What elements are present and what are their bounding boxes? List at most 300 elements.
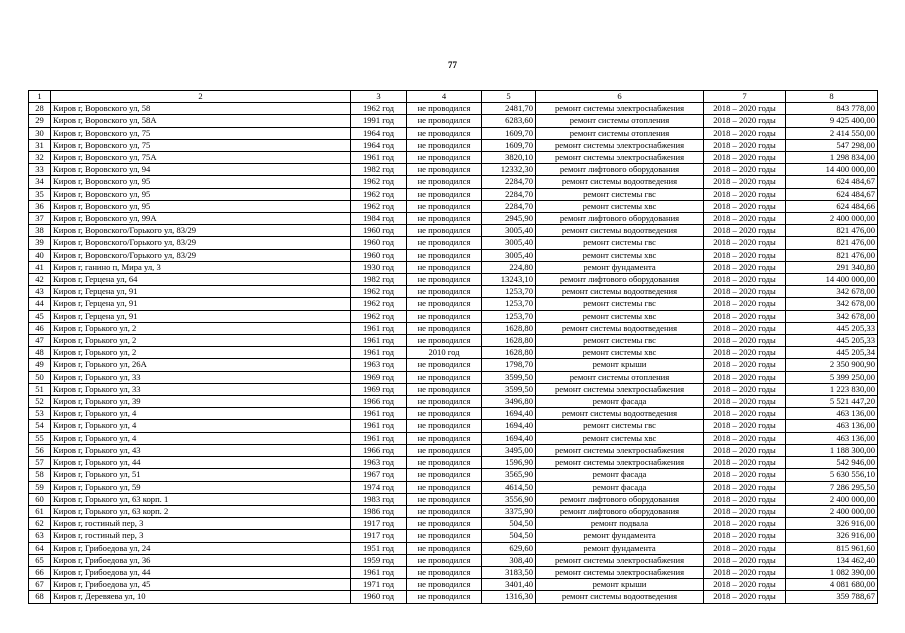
- area-cell: 1609,70: [482, 139, 536, 151]
- area-cell: 629,60: [482, 542, 536, 554]
- build-year-cell: 1982 год: [351, 164, 407, 176]
- work-type-cell: ремонт системы водоотведения: [536, 591, 704, 603]
- build-year-cell: 1930 год: [351, 261, 407, 273]
- cost-cell: 624 484,67: [786, 176, 878, 188]
- area-cell: 1694,40: [482, 432, 536, 444]
- address-cell: Киров г, Горького ул, 63 корп. 1: [51, 493, 351, 505]
- work-type-cell: ремонт системы гвс: [536, 335, 704, 347]
- cost-cell: 326 916,00: [786, 518, 878, 530]
- area-cell: 1694,40: [482, 420, 536, 432]
- table-row: [29, 396, 878, 408]
- row-number: 47: [29, 335, 51, 347]
- cost-cell: 1 223 830,00: [786, 383, 878, 395]
- cost-cell: 463 136,00: [786, 432, 878, 444]
- period-cell: 2018 – 2020 годы: [704, 322, 786, 334]
- last-repair-cell: не проводился: [407, 408, 482, 420]
- cost-cell: 445 205,34: [786, 347, 878, 359]
- address-cell: Киров г, Горького ул, 59: [51, 481, 351, 493]
- table-row: [29, 261, 878, 273]
- work-type-cell: ремонт системы электроснабжения: [536, 152, 704, 164]
- cost-cell: 342 678,00: [786, 298, 878, 310]
- period-cell: 2018 – 2020 годы: [704, 518, 786, 530]
- table-row: [29, 103, 878, 115]
- area-cell: 3401,40: [482, 579, 536, 591]
- address-cell: Киров г, Горького ул, 33: [51, 371, 351, 383]
- last-repair-cell: не проводился: [407, 518, 482, 530]
- table-row: [29, 127, 878, 139]
- row-number: 38: [29, 225, 51, 237]
- work-type-cell: ремонт системы хвс: [536, 249, 704, 261]
- last-repair-cell: не проводился: [407, 469, 482, 481]
- last-repair-cell: не проводился: [407, 237, 482, 249]
- build-year-cell: 1961 год: [351, 420, 407, 432]
- row-number: 51: [29, 383, 51, 395]
- row-number: 48: [29, 347, 51, 359]
- row-number: 41: [29, 261, 51, 273]
- work-type-cell: ремонт системы водоотведения: [536, 286, 704, 298]
- area-cell: 3005,40: [482, 225, 536, 237]
- cost-cell: 463 136,00: [786, 420, 878, 432]
- row-number: 64: [29, 542, 51, 554]
- row-number: 63: [29, 530, 51, 542]
- table-row: [29, 554, 878, 566]
- address-cell: Киров г, Воровского ул, 75А: [51, 152, 351, 164]
- area-cell: 1628,80: [482, 347, 536, 359]
- build-year-cell: 1961 год: [351, 432, 407, 444]
- address-cell: Киров г, Деревяева ул, 10: [51, 591, 351, 603]
- table-row: [29, 481, 878, 493]
- area-cell: 2945,90: [482, 213, 536, 225]
- address-cell: Киров г, Горького ул, 2: [51, 322, 351, 334]
- period-cell: 2018 – 2020 годы: [704, 103, 786, 115]
- period-cell: 2018 – 2020 годы: [704, 310, 786, 322]
- row-number: 66: [29, 566, 51, 578]
- row-number: 68: [29, 591, 51, 603]
- area-cell: 12332,30: [482, 164, 536, 176]
- cost-cell: 5 630 556,10: [786, 469, 878, 481]
- row-number: 44: [29, 298, 51, 310]
- row-number: 61: [29, 505, 51, 517]
- area-cell: 3375,90: [482, 505, 536, 517]
- area-cell: 4614,50: [482, 481, 536, 493]
- cost-cell: 463 136,00: [786, 408, 878, 420]
- period-cell: 2018 – 2020 годы: [704, 530, 786, 542]
- address-cell: Киров г, Воровского/Горького ул, 83/29: [51, 225, 351, 237]
- period-cell: 2018 – 2020 годы: [704, 396, 786, 408]
- work-type-cell: ремонт фасада: [536, 481, 704, 493]
- cost-cell: 542 946,00: [786, 457, 878, 469]
- cost-cell: 5 399 250,00: [786, 371, 878, 383]
- period-cell: 2018 – 2020 годы: [704, 188, 786, 200]
- last-repair-cell: не проводился: [407, 213, 482, 225]
- period-cell: 2018 – 2020 годы: [704, 457, 786, 469]
- build-year-cell: 1961 год: [351, 335, 407, 347]
- address-cell: Киров г, Горького ул, 4: [51, 432, 351, 444]
- period-cell: 2018 – 2020 годы: [704, 213, 786, 225]
- row-number: 56: [29, 444, 51, 456]
- area-cell: 2481,70: [482, 103, 536, 115]
- build-year-cell: 1962 год: [351, 310, 407, 322]
- build-year-cell: 1963 год: [351, 457, 407, 469]
- cost-cell: 624 484,66: [786, 200, 878, 212]
- address-cell: Киров г, гостиный пер, 3: [51, 530, 351, 542]
- period-cell: 2018 – 2020 годы: [704, 152, 786, 164]
- table-row: [29, 505, 878, 517]
- area-cell: 1628,80: [482, 322, 536, 334]
- row-number: 46: [29, 322, 51, 334]
- cost-cell: 821 476,00: [786, 249, 878, 261]
- cost-cell: 14 400 000,00: [786, 164, 878, 176]
- cost-cell: 7 286 295,50: [786, 481, 878, 493]
- build-year-cell: 1962 год: [351, 176, 407, 188]
- work-type-cell: ремонт системы электроснабжения: [536, 566, 704, 578]
- period-cell: 2018 – 2020 годы: [704, 115, 786, 127]
- period-cell: 2018 – 2020 годы: [704, 139, 786, 151]
- address-cell: Киров г, Воровского/Горького ул, 83/29: [51, 237, 351, 249]
- row-number: 45: [29, 310, 51, 322]
- page-number: 77: [448, 60, 457, 70]
- period-cell: 2018 – 2020 годы: [704, 286, 786, 298]
- row-number: 57: [29, 457, 51, 469]
- table-row: [29, 237, 878, 249]
- build-year-cell: 1917 год: [351, 518, 407, 530]
- build-year-cell: 1961 год: [351, 566, 407, 578]
- last-repair-cell: не проводился: [407, 493, 482, 505]
- table-row: [29, 152, 878, 164]
- cost-cell: 4 081 680,00: [786, 579, 878, 591]
- table-row: [29, 322, 878, 334]
- area-cell: 3565,90: [482, 469, 536, 481]
- build-year-cell: 1962 год: [351, 298, 407, 310]
- row-number: 37: [29, 213, 51, 225]
- area-cell: 3599,50: [482, 383, 536, 395]
- row-number: 32: [29, 152, 51, 164]
- table-row: [29, 225, 878, 237]
- table-row: [29, 518, 878, 530]
- last-repair-cell: не проводился: [407, 359, 482, 371]
- cost-cell: 2 400 000,00: [786, 493, 878, 505]
- cost-cell: 2 400 000,00: [786, 505, 878, 517]
- area-cell: 3495,00: [482, 444, 536, 456]
- address-cell: Киров г, Грибоедова ул, 45: [51, 579, 351, 591]
- table-row: [29, 310, 878, 322]
- address-cell: Киров г, Воровского/Горького ул, 83/29: [51, 249, 351, 261]
- row-number: 58: [29, 469, 51, 481]
- period-cell: 2018 – 2020 годы: [704, 200, 786, 212]
- work-type-cell: ремонт системы электроснабжения: [536, 457, 704, 469]
- cost-cell: 624 484,67: [786, 188, 878, 200]
- last-repair-cell: не проводился: [407, 444, 482, 456]
- work-type-cell: ремонт системы отопления: [536, 127, 704, 139]
- last-repair-cell: не проводился: [407, 481, 482, 493]
- address-cell: Киров г, Горького ул, 2: [51, 335, 351, 347]
- work-type-cell: ремонт системы водоотведения: [536, 408, 704, 420]
- row-number: 43: [29, 286, 51, 298]
- period-cell: 2018 – 2020 годы: [704, 566, 786, 578]
- last-repair-cell: не проводился: [407, 152, 482, 164]
- build-year-cell: 1983 год: [351, 493, 407, 505]
- build-year-cell: 1962 год: [351, 103, 407, 115]
- work-type-cell: ремонт фасада: [536, 469, 704, 481]
- period-cell: 2018 – 2020 годы: [704, 481, 786, 493]
- period-cell: 2018 – 2020 годы: [704, 444, 786, 456]
- build-year-cell: 1951 год: [351, 542, 407, 554]
- table-row: [29, 115, 878, 127]
- area-cell: 3005,40: [482, 237, 536, 249]
- area-cell: 308,40: [482, 554, 536, 566]
- cost-cell: 821 476,00: [786, 237, 878, 249]
- table-row: [29, 591, 878, 603]
- column-header-8: 8: [786, 91, 878, 103]
- address-cell: Киров г, Грибоедова ул, 36: [51, 554, 351, 566]
- row-number: 59: [29, 481, 51, 493]
- cost-cell: 1 188 300,00: [786, 444, 878, 456]
- build-year-cell: 1962 год: [351, 286, 407, 298]
- work-type-cell: ремонт системы электроснабжения: [536, 554, 704, 566]
- build-year-cell: 1961 год: [351, 152, 407, 164]
- work-type-cell: ремонт системы гвс: [536, 237, 704, 249]
- last-repair-cell: не проводился: [407, 383, 482, 395]
- area-cell: 13243,10: [482, 274, 536, 286]
- build-year-cell: 1969 год: [351, 371, 407, 383]
- last-repair-cell: не проводился: [407, 322, 482, 334]
- area-cell: 1694,40: [482, 408, 536, 420]
- build-year-cell: 1966 год: [351, 444, 407, 456]
- address-cell: Киров г, гостиный пер, 3: [51, 518, 351, 530]
- last-repair-cell: не проводился: [407, 139, 482, 151]
- address-cell: Киров г, Герцена ул, 64: [51, 274, 351, 286]
- period-cell: 2018 – 2020 годы: [704, 261, 786, 273]
- area-cell: 504,50: [482, 518, 536, 530]
- area-cell: 1253,70: [482, 298, 536, 310]
- last-repair-cell: не проводился: [407, 176, 482, 188]
- address-cell: Киров г, Воровского ул, 95: [51, 188, 351, 200]
- build-year-cell: 1971 год: [351, 579, 407, 591]
- table-row: [29, 579, 878, 591]
- period-cell: 2018 – 2020 годы: [704, 249, 786, 261]
- cost-cell: 815 961,60: [786, 542, 878, 554]
- cost-cell: 2 350 900,90: [786, 359, 878, 371]
- work-type-cell: ремонт лифтового оборудования: [536, 505, 704, 517]
- column-header-5: 5: [482, 91, 536, 103]
- last-repair-cell: не проводился: [407, 591, 482, 603]
- column-header-1: 1: [29, 91, 51, 103]
- row-number: 29: [29, 115, 51, 127]
- build-year-cell: 1960 год: [351, 225, 407, 237]
- address-cell: Киров г, Горького ул, 33: [51, 383, 351, 395]
- work-type-cell: ремонт системы хвс: [536, 432, 704, 444]
- table-row: [29, 493, 878, 505]
- build-year-cell: 1961 год: [351, 408, 407, 420]
- area-cell: 504,50: [482, 530, 536, 542]
- cost-cell: 342 678,00: [786, 286, 878, 298]
- table-row: [29, 213, 878, 225]
- cost-cell: 342 678,00: [786, 310, 878, 322]
- row-number: 55: [29, 432, 51, 444]
- area-cell: 3183,50: [482, 566, 536, 578]
- last-repair-cell: не проводился: [407, 505, 482, 517]
- row-number: 31: [29, 139, 51, 151]
- cost-cell: 445 205,33: [786, 322, 878, 334]
- address-cell: Киров г, Горького ул, 2: [51, 347, 351, 359]
- address-cell: Киров г, Воровского ул, 95: [51, 176, 351, 188]
- area-cell: 1596,90: [482, 457, 536, 469]
- last-repair-cell: не проводился: [407, 115, 482, 127]
- cost-cell: 5 521 447,20: [786, 396, 878, 408]
- work-type-cell: ремонт фундамента: [536, 530, 704, 542]
- table-row: [29, 188, 878, 200]
- last-repair-cell: не проводился: [407, 286, 482, 298]
- table-body: [29, 103, 878, 603]
- address-cell: Киров г, ганино п, Мира ул, 3: [51, 261, 351, 273]
- row-number: 60: [29, 493, 51, 505]
- work-type-cell: ремонт системы водоотведения: [536, 225, 704, 237]
- work-type-cell: ремонт лифтового оборудования: [536, 274, 704, 286]
- address-cell: Киров г, Горького ул, 39: [51, 396, 351, 408]
- row-number: 30: [29, 127, 51, 139]
- period-cell: 2018 – 2020 годы: [704, 469, 786, 481]
- table-row: [29, 164, 878, 176]
- last-repair-cell: не проводился: [407, 188, 482, 200]
- period-cell: 2018 – 2020 годы: [704, 408, 786, 420]
- work-type-cell: ремонт системы хвс: [536, 200, 704, 212]
- cost-cell: 291 340,80: [786, 261, 878, 273]
- table-row: [29, 274, 878, 286]
- last-repair-cell: не проводился: [407, 432, 482, 444]
- build-year-cell: 1961 год: [351, 322, 407, 334]
- last-repair-cell: не проводился: [407, 396, 482, 408]
- build-year-cell: 1959 год: [351, 554, 407, 566]
- table-row: [29, 249, 878, 261]
- last-repair-cell: 2010 год: [407, 347, 482, 359]
- row-number: 34: [29, 176, 51, 188]
- area-cell: 6283,60: [482, 115, 536, 127]
- last-repair-cell: не проводился: [407, 542, 482, 554]
- period-cell: 2018 – 2020 годы: [704, 542, 786, 554]
- last-repair-cell: не проводился: [407, 420, 482, 432]
- table-row: [29, 383, 878, 395]
- address-cell: Киров г, Горького ул, 63 корп. 2: [51, 505, 351, 517]
- period-cell: 2018 – 2020 годы: [704, 505, 786, 517]
- row-number: 40: [29, 249, 51, 261]
- row-number: 28: [29, 103, 51, 115]
- build-year-cell: 1974 год: [351, 481, 407, 493]
- row-number: 49: [29, 359, 51, 371]
- work-type-cell: ремонт системы отопления: [536, 115, 704, 127]
- row-number: 33: [29, 164, 51, 176]
- column-header-7: 7: [704, 91, 786, 103]
- period-cell: 2018 – 2020 годы: [704, 225, 786, 237]
- build-year-cell: 1991 год: [351, 115, 407, 127]
- address-cell: Киров г, Горького ул, 43: [51, 444, 351, 456]
- build-year-cell: 1984 год: [351, 213, 407, 225]
- area-cell: 1609,70: [482, 127, 536, 139]
- period-cell: 2018 – 2020 годы: [704, 383, 786, 395]
- build-year-cell: 1960 год: [351, 591, 407, 603]
- last-repair-cell: не проводился: [407, 274, 482, 286]
- period-cell: 2018 – 2020 годы: [704, 554, 786, 566]
- address-cell: Киров г, Горького ул, 4: [51, 420, 351, 432]
- address-cell: Киров г, Воровского ул, 75: [51, 139, 351, 151]
- last-repair-cell: не проводился: [407, 566, 482, 578]
- table-row: [29, 566, 878, 578]
- work-type-cell: ремонт системы гвс: [536, 298, 704, 310]
- address-cell: Киров г, Грибоедова ул, 44: [51, 566, 351, 578]
- period-cell: 2018 – 2020 годы: [704, 298, 786, 310]
- work-type-cell: ремонт системы водоотведения: [536, 322, 704, 334]
- table-row: [29, 432, 878, 444]
- column-header-3: 3: [351, 91, 407, 103]
- work-type-cell: ремонт системы электроснабжения: [536, 103, 704, 115]
- area-cell: 2284,70: [482, 176, 536, 188]
- cost-cell: 2 414 550,00: [786, 127, 878, 139]
- repair-register-table: [28, 90, 878, 604]
- cost-cell: 2 400 000,00: [786, 213, 878, 225]
- build-year-cell: 1962 год: [351, 200, 407, 212]
- period-cell: 2018 – 2020 годы: [704, 591, 786, 603]
- work-type-cell: ремонт фасада: [536, 396, 704, 408]
- cost-cell: 1 082 390,00: [786, 566, 878, 578]
- last-repair-cell: не проводился: [407, 164, 482, 176]
- area-cell: 1628,80: [482, 335, 536, 347]
- last-repair-cell: не проводился: [407, 371, 482, 383]
- work-type-cell: ремонт системы хвс: [536, 310, 704, 322]
- area-cell: 3005,40: [482, 249, 536, 261]
- address-cell: Киров г, Горького ул, 4: [51, 408, 351, 420]
- last-repair-cell: не проводился: [407, 127, 482, 139]
- address-cell: Киров г, Воровского ул, 95: [51, 200, 351, 212]
- work-type-cell: ремонт лифтового оборудования: [536, 213, 704, 225]
- area-cell: 1316,30: [482, 591, 536, 603]
- area-cell: 2284,70: [482, 188, 536, 200]
- address-cell: Киров г, Грибоедова ул, 24: [51, 542, 351, 554]
- build-year-cell: 1982 год: [351, 274, 407, 286]
- last-repair-cell: не проводился: [407, 579, 482, 591]
- build-year-cell: 1962 год: [351, 188, 407, 200]
- cost-cell: 326 916,00: [786, 530, 878, 542]
- work-type-cell: ремонт системы электроснабжения: [536, 444, 704, 456]
- area-cell: 224,80: [482, 261, 536, 273]
- period-cell: 2018 – 2020 годы: [704, 347, 786, 359]
- table-row: [29, 457, 878, 469]
- last-repair-cell: не проводился: [407, 457, 482, 469]
- row-number: 54: [29, 420, 51, 432]
- last-repair-cell: не проводился: [407, 249, 482, 261]
- row-number: 39: [29, 237, 51, 249]
- period-cell: 2018 – 2020 годы: [704, 420, 786, 432]
- cost-cell: 359 788,67: [786, 591, 878, 603]
- work-type-cell: ремонт лифтового оборудования: [536, 164, 704, 176]
- table-row: [29, 286, 878, 298]
- row-number: 53: [29, 408, 51, 420]
- cost-cell: 14 400 000,00: [786, 274, 878, 286]
- row-number: 35: [29, 188, 51, 200]
- row-number: 65: [29, 554, 51, 566]
- build-year-cell: 1917 год: [351, 530, 407, 542]
- table-row: [29, 444, 878, 456]
- last-repair-cell: не проводился: [407, 335, 482, 347]
- period-cell: 2018 – 2020 годы: [704, 176, 786, 188]
- table-row: [29, 371, 878, 383]
- table-row: [29, 469, 878, 481]
- work-type-cell: ремонт фундамента: [536, 261, 704, 273]
- build-year-cell: 1986 год: [351, 505, 407, 517]
- cost-cell: 821 476,00: [786, 225, 878, 237]
- address-cell: Киров г, Герцена ул, 91: [51, 298, 351, 310]
- table-row: [29, 347, 878, 359]
- last-repair-cell: не проводился: [407, 310, 482, 322]
- area-cell: 1253,70: [482, 310, 536, 322]
